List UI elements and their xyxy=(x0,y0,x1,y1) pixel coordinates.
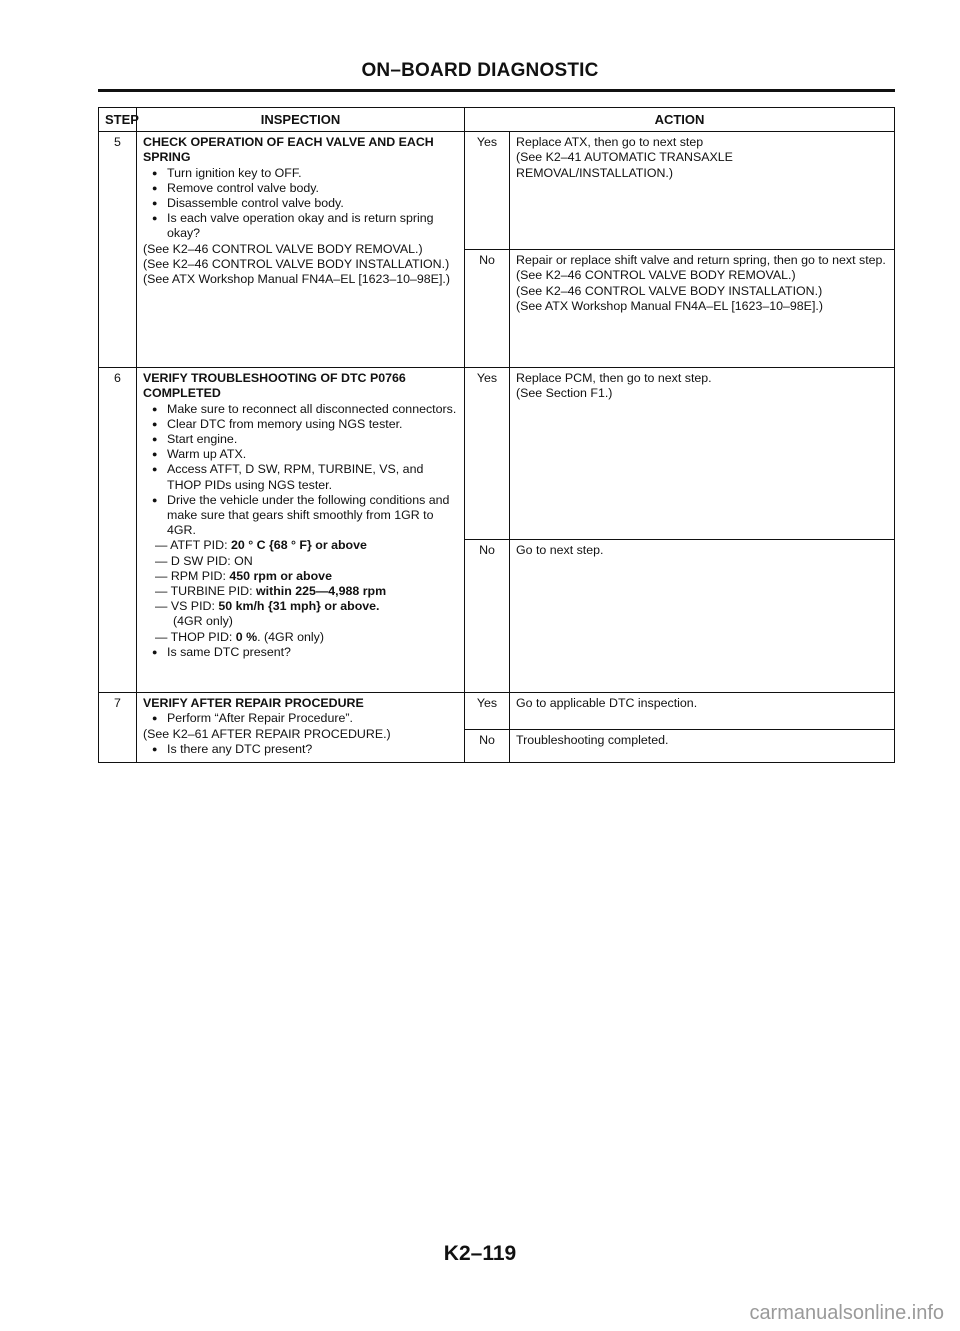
list-item: ● Disassemble control valve body. xyxy=(167,196,458,211)
no-label: No xyxy=(465,730,510,763)
reference-note: (See K2–46 CONTROL VALVE BODY INSTALLATION.) xyxy=(143,256,450,271)
step-number: 6 xyxy=(99,368,137,693)
watermark: carmanualsonline.info xyxy=(749,1302,944,1324)
inspection-cell xyxy=(137,368,465,693)
yes-action xyxy=(510,368,895,540)
reference-note: (See K2–61 AFTER REPAIR PROCEDURE.) xyxy=(143,726,391,741)
list-item: ● Clear DTC from memory using NGS tester. xyxy=(167,417,458,432)
table-header-row xyxy=(99,108,895,132)
title-rule xyxy=(98,89,895,92)
list-item: ● Start engine. xyxy=(167,432,458,447)
action-line: Repair or replace shift valve and return spring, then go to next step. xyxy=(516,253,886,268)
condition-label: — D SW PID: ON xyxy=(155,553,253,568)
yes-label: Yes xyxy=(465,368,510,540)
list-item: ● Drive the vehicle under the following conditions and make sure that gears shift smoothly from 1GR to 4GR. xyxy=(167,493,458,539)
inspection-title: VERIFY TROUBLESHOOTING OF DTC P0766 COMPLETED xyxy=(143,371,406,401)
inspection-title: CHECK OPERATION OF EACH VALVE AND EACH SPRING xyxy=(143,135,434,165)
table-row xyxy=(99,693,895,730)
condition-line xyxy=(143,614,458,629)
list-item: ● Turn ignition key to OFF. xyxy=(167,166,458,181)
list-item: ● Access ATFT, D SW, RPM, TURBINE, VS, and THOP PIDs using NGS tester. xyxy=(167,462,458,492)
condition-label: — TURBINE PID: xyxy=(155,584,256,599)
condition-label: — VS PID: xyxy=(155,599,219,614)
list-item: ● Make sure to reconnect all disconnected connectors. xyxy=(167,402,458,417)
action-line: (See K2–46 CONTROL VALVE BODY INSTALLATION.) xyxy=(516,283,823,298)
condition-line xyxy=(143,584,458,599)
no-action xyxy=(510,730,895,763)
condition-value: 20 ° C {68 ° F} or above xyxy=(230,538,367,553)
action-line: Go to applicable DTC inspection. xyxy=(516,696,698,711)
condition-value: 50 km/h {31 mph} or above. xyxy=(218,599,380,614)
no-action xyxy=(510,540,895,693)
no-action xyxy=(510,250,895,368)
header-action: ACTION xyxy=(465,108,895,132)
condition-value: within 225—4,988 rpm xyxy=(255,584,387,599)
condition-line xyxy=(143,538,458,553)
page-number: K2–119 xyxy=(443,1242,517,1265)
list-item: ● Perform “After Repair Procedure”. xyxy=(167,711,458,726)
action-line: Replace PCM, then go to next step. xyxy=(516,371,712,386)
action-line: Replace ATX, then go to next step xyxy=(516,135,704,150)
action-line: (See K2–46 CONTROL VALVE BODY REMOVAL.) xyxy=(516,268,796,283)
list-item: ● Is each valve operation okay and is return spring okay? xyxy=(167,211,458,241)
inspection-bullets xyxy=(143,402,458,539)
inspection-bullets xyxy=(143,711,458,726)
condition-value: 0 % xyxy=(235,629,258,644)
condition-line xyxy=(143,599,458,614)
inspection-bullets xyxy=(143,645,458,660)
step-number: 5 xyxy=(99,132,137,368)
yes-label: Yes xyxy=(465,693,510,730)
action-line: (See Section F1.) xyxy=(516,386,613,401)
header-inspection: INSPECTION xyxy=(137,108,465,132)
condition-label: — ATFT PID: xyxy=(155,538,231,553)
action-line: (See K2–41 AUTOMATIC TRANSAXLE REMOVAL/INSTALLATION.) xyxy=(516,150,733,180)
condition-label: (4GR only) xyxy=(173,614,233,629)
reference-note: (See ATX Workshop Manual FN4A–EL [1623–10–98E].) xyxy=(143,272,450,287)
header-step: STEP xyxy=(99,108,137,132)
condition-line xyxy=(143,569,458,584)
action-line: Troubleshooting completed. xyxy=(516,733,669,748)
table-row xyxy=(99,132,895,250)
condition-line xyxy=(143,554,458,569)
list-item: ● Is same DTC present? xyxy=(167,645,458,660)
inspection-cell xyxy=(137,132,465,368)
list-item: ● Warm up ATX. xyxy=(167,447,458,462)
action-line: Go to next step. xyxy=(516,543,604,558)
condition-label: — RPM PID: xyxy=(155,568,230,583)
yes-action xyxy=(510,693,895,730)
list-item: ● Is there any DTC present? xyxy=(167,742,458,757)
condition-line xyxy=(143,630,458,645)
condition-label: — THOP PID: xyxy=(155,629,236,644)
yes-action xyxy=(510,132,895,250)
action-line: (See ATX Workshop Manual FN4A–EL [1623–10–98E].) xyxy=(516,298,823,313)
reference-note: (See K2–46 CONTROL VALVE BODY REMOVAL.) xyxy=(143,241,423,256)
yes-label: Yes xyxy=(465,132,510,250)
diagnostic-table xyxy=(98,107,895,763)
inspection-bullets xyxy=(143,166,458,242)
inspection-bullets xyxy=(143,742,458,757)
table-row xyxy=(99,368,895,540)
condition-value: 450 rpm or above xyxy=(229,568,332,583)
no-label: No xyxy=(465,540,510,693)
step-number: 7 xyxy=(99,693,137,763)
no-label: No xyxy=(465,250,510,368)
page-title: ON–BOARD DIAGNOSTIC xyxy=(361,60,599,81)
inspection-cell xyxy=(137,693,465,763)
inspection-title: VERIFY AFTER REPAIR PROCEDURE xyxy=(143,696,364,711)
condition-suffix: . (4GR only) xyxy=(257,629,324,644)
list-item: ● Remove control valve body. xyxy=(167,181,458,196)
